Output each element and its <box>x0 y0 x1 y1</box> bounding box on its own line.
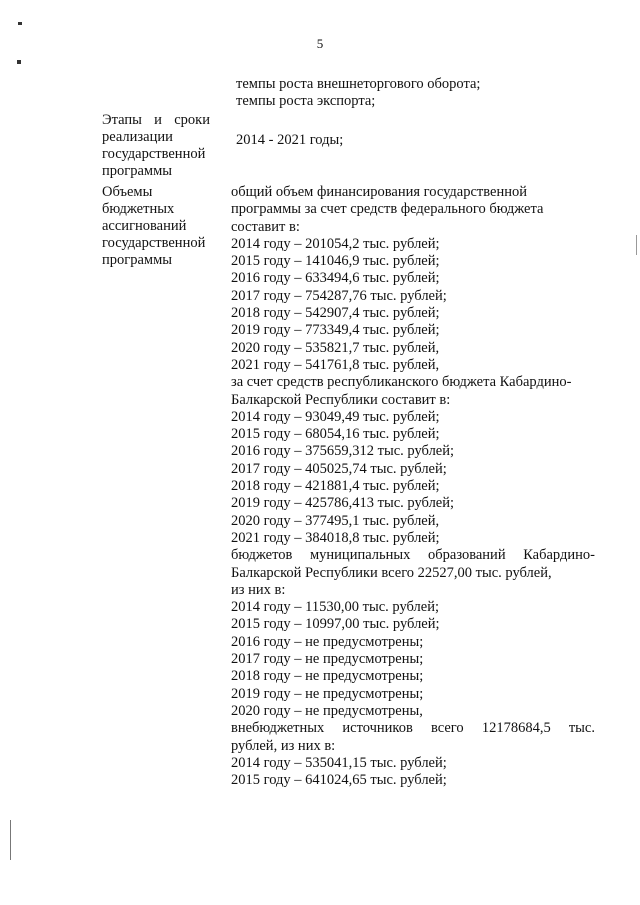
budget-line: 2016 году – 633494,6 тыс. рублей; <box>231 270 440 287</box>
municipal-lines <box>231 565 595 721</box>
budget-line: 2017 году – 405025,74 тыс. рублей; <box>231 460 447 477</box>
budget-line: 2014 году – 201054,2 тыс. рублей; <box>231 235 440 252</box>
extrabudget-heading <box>231 720 595 737</box>
budget-line: 2017 году – 754287,76 тыс. рублей; <box>231 287 447 304</box>
budget-line: 2019 году – 773349,4 тыс. рублей; <box>231 322 440 339</box>
heading-word: тыс. <box>568 720 595 737</box>
budget-line: из них в: <box>231 581 286 598</box>
budget-line: 2014 году – 93049,49 тыс. рублей; <box>231 408 440 425</box>
budget-line: 2016 году – не предусмотрены; <box>231 633 424 650</box>
budget-line: составит в: <box>231 218 300 235</box>
label-line: государственной <box>102 146 206 162</box>
extrabudget-lines <box>231 738 595 790</box>
label-line: Объемы <box>102 184 153 200</box>
budget-line: 2014 году – 11530,00 тыс. рублей; <box>231 599 439 616</box>
budget-line: 2015 году – 641024,65 тыс. рублей; <box>231 772 447 789</box>
budget-line: программы за счет средств федерального бюджета <box>231 201 544 218</box>
scan-mark <box>10 820 11 860</box>
intro-lines <box>236 76 596 110</box>
budget-line: рублей, из них в: <box>231 737 336 754</box>
heading-word: образований <box>428 547 506 564</box>
budget-line: 2014 году – 535041,15 тыс. рублей; <box>231 754 447 771</box>
budget-line: 2015 году – 141046,9 тыс. рублей; <box>231 253 440 270</box>
budget-label <box>102 184 220 269</box>
budget-line: 2018 году – не предусмотрены; <box>231 668 424 685</box>
budget-line: за счет средств республиканского бюджета Кабардино- <box>231 374 572 391</box>
budget-line: 2018 году – 542907,4 тыс. рублей; <box>231 305 440 322</box>
label-word: Этапы <box>102 112 142 128</box>
scan-mark <box>636 235 637 255</box>
budget-line: Балкарской Республики составит в: <box>231 391 451 408</box>
heading-word: всего <box>431 720 464 737</box>
budget-line: 2021 году – 384018,8 тыс. рублей; <box>231 529 440 546</box>
budget-line: общий объем финансирования государственной <box>231 184 527 200</box>
budget-line: 2017 году – не предусмотрены; <box>231 651 424 668</box>
budget-lines <box>231 184 595 547</box>
intro-line: темпы роста внешнеторгового оборота; <box>236 76 481 92</box>
label-line: бюджетных <box>102 201 175 217</box>
heading-word: муниципальных <box>309 547 411 564</box>
budget-line: Балкарской Республики всего 22527,00 тыс. рублей, <box>231 564 552 581</box>
budget-line: 2015 году – 68054,16 тыс. рублей; <box>231 426 440 443</box>
label-line: программы <box>102 252 172 268</box>
scan-mark <box>18 22 22 25</box>
heading-word: бюджетов <box>231 547 293 564</box>
label-word: и <box>154 112 162 128</box>
label-line: программы <box>102 163 172 179</box>
label-line: ассигнований <box>102 218 187 234</box>
label-line: реализации <box>102 129 173 145</box>
intro-line: темпы роста экспорта; <box>236 93 376 109</box>
budget-line: 2015 году – 10997,00 тыс. рублей; <box>231 616 440 633</box>
stages-label <box>102 112 220 180</box>
budget-line: 2020 году – 377495,1 тыс. рублей, <box>231 512 440 529</box>
page-number: 5 <box>316 36 324 51</box>
label-word: сроки <box>174 112 210 128</box>
heading-word: Кабардино- <box>523 547 595 564</box>
label-line: государственной <box>102 235 206 251</box>
heading-word: источников <box>342 720 413 737</box>
budget-line: 2020 году – не предусмотрены, <box>231 702 423 719</box>
budget-line: 2019 году – не предусмотрены; <box>231 685 424 702</box>
budget-line: 2021 году – 541761,8 тыс. рублей, <box>231 356 440 373</box>
scan-mark <box>17 60 21 64</box>
heading-word: внебюджетных <box>231 720 325 737</box>
municipal-heading <box>231 547 595 564</box>
budget-line: 2016 году – 375659,312 тыс. рублей; <box>231 443 455 460</box>
stages-label-first-line <box>102 112 210 129</box>
budget-line: 2020 году – 535821,7 тыс. рублей, <box>231 339 440 356</box>
heading-word: 12178684,5 <box>481 720 551 737</box>
stages-value: 2014 - 2021 годы; <box>236 132 344 148</box>
budget-line: 2018 году – 421881,4 тыс. рублей; <box>231 478 440 495</box>
budget-value <box>231 184 595 789</box>
budget-line: 2019 году – 425786,413 тыс. рублей; <box>231 495 455 512</box>
